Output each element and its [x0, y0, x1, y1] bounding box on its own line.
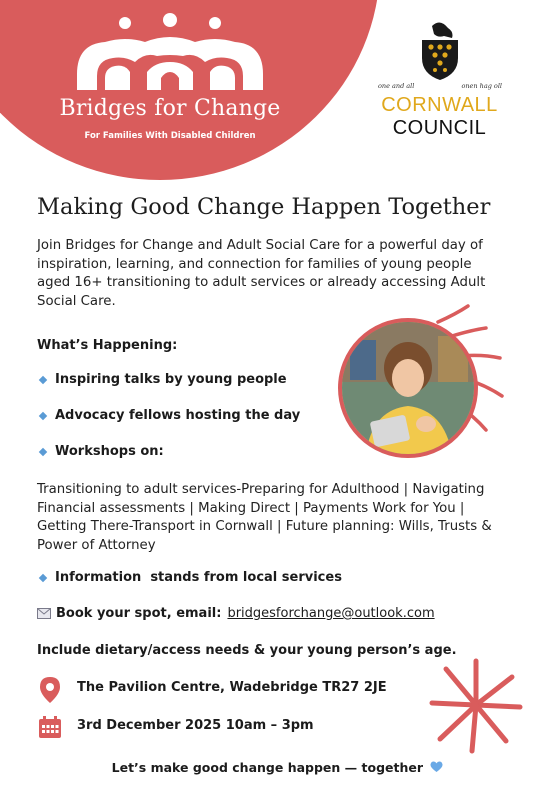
list-item-text: Information stands from local services	[55, 570, 342, 585]
young-person-photo	[338, 318, 478, 458]
brand-name: Bridges for Change	[59, 96, 281, 121]
happening-heading: What’s Happening:	[37, 338, 178, 353]
diamond-icon	[39, 375, 47, 383]
envelope-icon	[37, 608, 51, 619]
diamond-icon	[39, 411, 47, 419]
intro-paragraph: Join Bridges for Change and Adult Social Care for a powerful day of inspiration, learning, and connection for families of young people aged 16+ transitioning to adult services or already accessing Adult Social Care.	[37, 238, 486, 309]
blue-heart-icon	[430, 761, 443, 773]
list-item	[37, 444, 164, 459]
motto-right: onen hag oll	[461, 82, 502, 90]
list-item-text: Advocacy fellows hosting the day	[55, 408, 301, 423]
council-name-line2: COUNCIL	[392, 117, 487, 139]
council-motto	[378, 82, 502, 90]
page-title: Making Good Change Happen Together	[37, 194, 491, 220]
starburst-icon	[426, 655, 526, 755]
diamond-icon	[39, 573, 47, 581]
workshops-paragraph: Transitioning to adult services-Preparing for Adulthood | Navigating Financial assessments | Making Direct | Payments Work for You | Getting There-Transport in Cornwall | Future planning: Wills, Trusts & Power of Attorney	[37, 482, 492, 553]
council-name-line1: CORNWALL	[381, 94, 498, 116]
booking-label: Book your spot, email:	[56, 606, 222, 621]
cornwall-crest-icon	[418, 20, 462, 82]
booking-email-link[interactable]: bridgesforchange@outlook.com	[227, 606, 435, 621]
map-pin-icon	[39, 676, 61, 704]
footer-line	[0, 760, 555, 775]
motto-left: one and all	[378, 82, 415, 90]
date-text: 3rd December 2025 10am – 3pm	[77, 718, 314, 733]
bridges-logo-icon	[75, 12, 265, 94]
list-item-text: Inspiring talks by young people	[55, 372, 287, 387]
list-item	[37, 408, 300, 423]
footer-text: Let’s make good change happen — together	[111, 760, 424, 775]
dietary-note: Include dietary/access needs & your young person’s age.	[37, 643, 457, 658]
list-item-text: Workshops on:	[55, 444, 164, 459]
diamond-icon	[39, 447, 47, 455]
brand-tagline: For Families With Disabled Children	[84, 131, 256, 141]
booking-line	[37, 606, 435, 621]
list-item	[37, 570, 342, 585]
list-item	[37, 372, 287, 387]
location-text: The Pavilion Centre, Wadebridge TR27 2JE	[77, 680, 387, 695]
calendar-icon	[38, 715, 62, 739]
photo-illustration-icon	[342, 322, 474, 454]
